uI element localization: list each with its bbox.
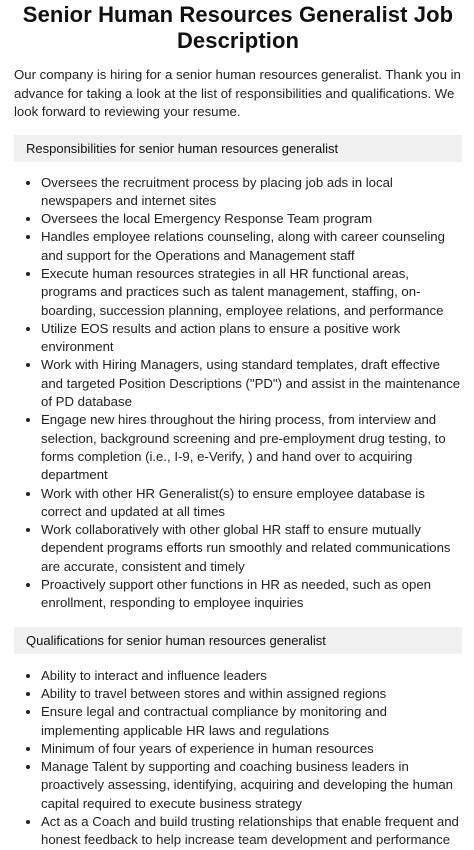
responsibility-item: • Work collaboratively with other global HR staff to ensure mutually dependent programs efforts run smoothly and related communications are accurate, consistent and timely: [41, 521, 462, 576]
qualification-item: • Act as a Coach and build trusting relationships that enable frequent and honest feedback to help increase team development and performance: [41, 813, 462, 850]
responsibility-item: • Oversees the recruitment process by placing job ads in local newspapers and internet sites: [41, 174, 462, 211]
qualifications-list: [14, 667, 462, 850]
page-title: Senior Human Resources Generalist Job Description: [22, 2, 454, 53]
qualification-item: • Ability to travel between stores and within assigned regions: [41, 685, 462, 703]
responsibility-item: • Engage new hires throughout the hiring process, from interview and selection, background screening and pre-employment drug testing, to forms completion (i.e., I-9, e-Verify, ) and hand over to acquiring department: [41, 411, 462, 484]
qualification-item: • Ensure legal and contractual compliance by monitoring and implementing applicable HR laws and regulations: [41, 703, 462, 740]
responsibilities-heading: Responsibilities for senior human resources generalist: [14, 135, 462, 162]
responsibility-item: • Work with Hiring Managers, using standard templates, draft effective and targeted Position Descriptions ("PD") and assist in the maintenance of PD database: [41, 356, 462, 411]
qualification-item: • Ability to interact and influence leaders: [41, 667, 462, 685]
responsibilities-list: [14, 174, 462, 613]
qualification-item: • Manage Talent by supporting and coaching business leaders in proactively assessing, identifying, acquiring and developing the human capital required to execute business strategy: [41, 758, 462, 813]
qualification-item: • Minimum of four years of experience in human resources: [41, 740, 462, 758]
intro-paragraph: Our company is hiring for a senior human resources generalist. Thank you in advance for taking a look at the list of responsibilities and qualifications. We look forward to reviewing your resume.: [14, 67, 461, 119]
qualifications-heading: Qualifications for senior human resources generalist: [14, 627, 462, 654]
responsibility-item: • Work with other HR Generalist(s) to ensure employee database is correct and updated at all times: [41, 485, 462, 522]
responsibility-item: • Handles employee relations counseling, along with career counseling and support for the Operations and Management staff: [41, 228, 462, 265]
responsibility-item: • Execute human resources strategies in all HR functional areas, programs and practices such as talent management, staffing, on-boarding, succession planning, employee relations, and performance: [41, 265, 462, 320]
responsibility-item: • Utilize EOS results and action plans to ensure a positive work environment: [41, 320, 462, 357]
responsibility-item: • Oversees the local Emergency Response Team program: [41, 210, 462, 228]
responsibility-item: • Proactively support other functions in HR as needed, such as open enrollment, responding to employee inquiries: [41, 576, 462, 613]
